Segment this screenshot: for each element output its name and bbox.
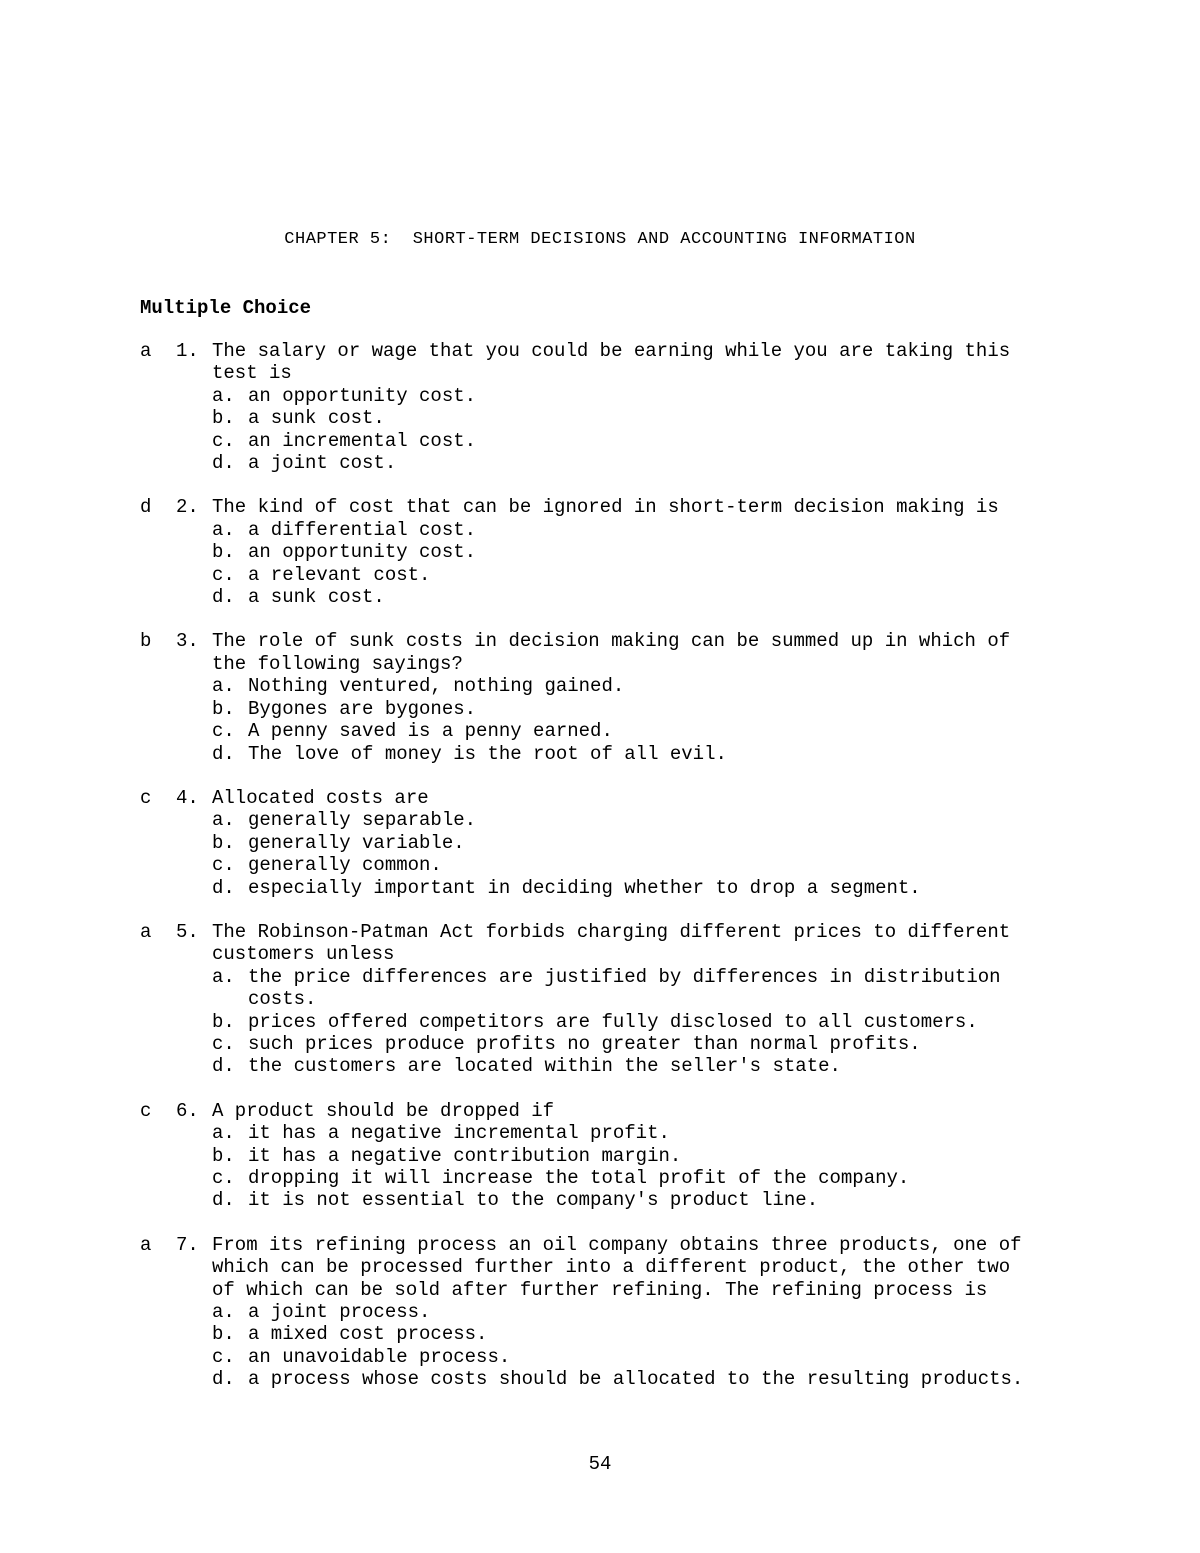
option-text: Nothing ventured, nothing gained. xyxy=(248,675,625,698)
question-item xyxy=(140,787,1100,899)
answer-key: d xyxy=(140,496,152,519)
option-text: a differential cost. xyxy=(248,518,477,541)
option-text: a relevant cost. xyxy=(248,563,431,586)
option-text: an unavoidable process. xyxy=(248,1345,511,1368)
question-body xyxy=(212,496,1100,608)
question-number: 4. xyxy=(176,786,199,809)
option-text: the customers are located within the seller's state. xyxy=(248,1055,841,1078)
answer-key: a xyxy=(140,1233,152,1256)
option-text: The love of money is the root of all evil. xyxy=(248,742,727,765)
question-number: 1. xyxy=(176,340,199,362)
question-stem: The kind of cost that can be ignored in short-term decision making is xyxy=(212,496,999,519)
option-letter: b. xyxy=(212,407,235,430)
question-number: 5. xyxy=(176,920,199,943)
option-text: the price differences are justified by differences in distribution costs. xyxy=(248,965,1001,1011)
answer-option xyxy=(212,1167,1100,1189)
question-stem: The salary or wage that you could be earning while you are taking this test is xyxy=(212,340,1011,385)
answer-option xyxy=(212,877,1100,899)
option-letter: d. xyxy=(212,452,235,475)
question-stem: A product should be dropped if xyxy=(212,1099,555,1122)
option-letter: a. xyxy=(212,809,235,832)
answer-option xyxy=(212,452,1100,474)
option-text: prices offered competitors are fully disclosed to all customers. xyxy=(248,1010,978,1033)
answer-option xyxy=(212,586,1100,608)
question-number: 2. xyxy=(176,496,199,519)
option-letter: c. xyxy=(212,720,235,743)
option-letter: c. xyxy=(212,429,235,452)
answer-key: c xyxy=(140,786,152,809)
option-text: a joint cost. xyxy=(248,452,397,475)
option-text: it has a negative incremental profit. xyxy=(248,1122,670,1145)
question-body xyxy=(212,630,1100,764)
option-letter: c. xyxy=(212,854,235,877)
option-letter: b. xyxy=(212,1323,235,1346)
option-letter: c. xyxy=(212,1032,235,1055)
answer-option xyxy=(212,385,1100,407)
answer-option xyxy=(212,519,1100,541)
answer-option xyxy=(212,854,1100,876)
option-letter: b. xyxy=(212,1010,235,1033)
answer-key: a xyxy=(140,920,152,943)
answer-option xyxy=(212,966,1100,1011)
answer-option xyxy=(212,1145,1100,1167)
question-body xyxy=(212,1234,1100,1391)
option-letter: a. xyxy=(212,1122,235,1145)
question-body xyxy=(212,340,1100,474)
answer-option xyxy=(212,809,1100,831)
option-letter: d. xyxy=(212,876,235,899)
answer-option xyxy=(212,698,1100,720)
answer-option xyxy=(212,430,1100,452)
option-text: dropping it will increase the total profit of the company. xyxy=(248,1167,910,1189)
option-text: such prices produce profits no greater than normal profits. xyxy=(248,1032,921,1055)
option-letter: b. xyxy=(212,1144,235,1167)
option-letter: d. xyxy=(212,742,235,765)
question-stem: From its refining process an oil company obtains three products, one of which can be processed further into a different product, the other two of which can be sold after further refining. The refining process is xyxy=(212,1233,1022,1301)
chapter-title: CHAPTER 5: SHORT-TERM DECISIONS AND ACCOUNTING INFORMATION xyxy=(284,230,916,249)
question-item xyxy=(140,1100,1100,1212)
option-text: it is not essential to the company's product line. xyxy=(248,1189,819,1212)
answer-key: a xyxy=(140,340,152,362)
answer-option xyxy=(212,1033,1100,1055)
answer-option xyxy=(212,541,1100,563)
answer-key: c xyxy=(140,1099,152,1122)
option-letter: a. xyxy=(212,675,235,698)
question-body xyxy=(212,921,1100,1078)
section-heading: Multiple Choice xyxy=(140,297,312,319)
option-text: A penny saved is a penny earned. xyxy=(248,720,613,743)
option-text: an opportunity cost. xyxy=(248,541,477,564)
option-letter: c. xyxy=(212,563,235,586)
option-letter: c. xyxy=(212,1345,235,1368)
question-item xyxy=(140,921,1100,1078)
answer-option xyxy=(212,564,1100,586)
option-text: generally separable. xyxy=(248,809,477,832)
answer-option xyxy=(212,1323,1100,1345)
option-letter: d. xyxy=(212,586,235,609)
option-letter: d. xyxy=(212,1189,235,1212)
option-text: a mixed cost process. xyxy=(248,1323,488,1346)
answer-option xyxy=(212,675,1100,697)
answer-option xyxy=(212,1189,1100,1211)
option-letter: b. xyxy=(212,697,235,720)
question-number: 6. xyxy=(176,1099,199,1122)
question-item xyxy=(140,630,1100,764)
answer-option xyxy=(212,1122,1100,1144)
question-list xyxy=(140,340,1100,1413)
question-item xyxy=(140,1234,1100,1391)
question-number: 7. xyxy=(176,1233,199,1256)
answer-option xyxy=(212,1301,1100,1323)
option-letter: c. xyxy=(212,1167,235,1189)
answer-option xyxy=(212,1011,1100,1033)
answer-option xyxy=(212,1368,1100,1390)
option-text: Bygones are bygones. xyxy=(248,697,477,720)
option-letter: d. xyxy=(212,1055,235,1078)
answer-option xyxy=(212,743,1100,765)
question-item xyxy=(140,340,1100,474)
option-letter: a. xyxy=(212,965,235,988)
option-text: a joint process. xyxy=(248,1301,431,1324)
answer-option xyxy=(212,720,1100,742)
question-stem: The role of sunk costs in decision making can be summed up in which of the following sayings? xyxy=(212,630,1011,675)
option-text: a sunk cost. xyxy=(248,586,385,609)
question-body xyxy=(212,787,1100,899)
option-text: it has a negative contribution margin. xyxy=(248,1144,682,1167)
option-letter: a. xyxy=(212,518,235,541)
option-letter: a. xyxy=(212,384,235,407)
option-text: especially important in deciding whether to drop a segment. xyxy=(248,876,921,899)
option-text: an opportunity cost. xyxy=(248,384,477,407)
answer-key: b xyxy=(140,630,152,653)
question-body xyxy=(212,1100,1100,1212)
answer-option xyxy=(212,407,1100,429)
answer-option xyxy=(212,832,1100,854)
option-letter: a. xyxy=(212,1301,235,1324)
answer-option xyxy=(212,1055,1100,1077)
option-text: a process whose costs should be allocated to the resulting products. xyxy=(248,1368,1024,1391)
answer-option xyxy=(212,1346,1100,1368)
option-letter: b. xyxy=(212,541,235,564)
question-stem: The Robinson-Patman Act forbids charging different prices to different customers unless xyxy=(212,920,1011,966)
page-number: 54 xyxy=(588,1453,612,1475)
option-text: an incremental cost. xyxy=(248,429,477,452)
option-text: generally common. xyxy=(248,854,442,877)
option-text: generally variable. xyxy=(248,831,465,854)
question-item xyxy=(140,496,1100,608)
question-stem: Allocated costs are xyxy=(212,786,429,809)
question-number: 3. xyxy=(176,630,199,653)
option-text: a sunk cost. xyxy=(248,407,385,430)
option-letter: d. xyxy=(212,1368,235,1391)
option-letter: b. xyxy=(212,831,235,854)
